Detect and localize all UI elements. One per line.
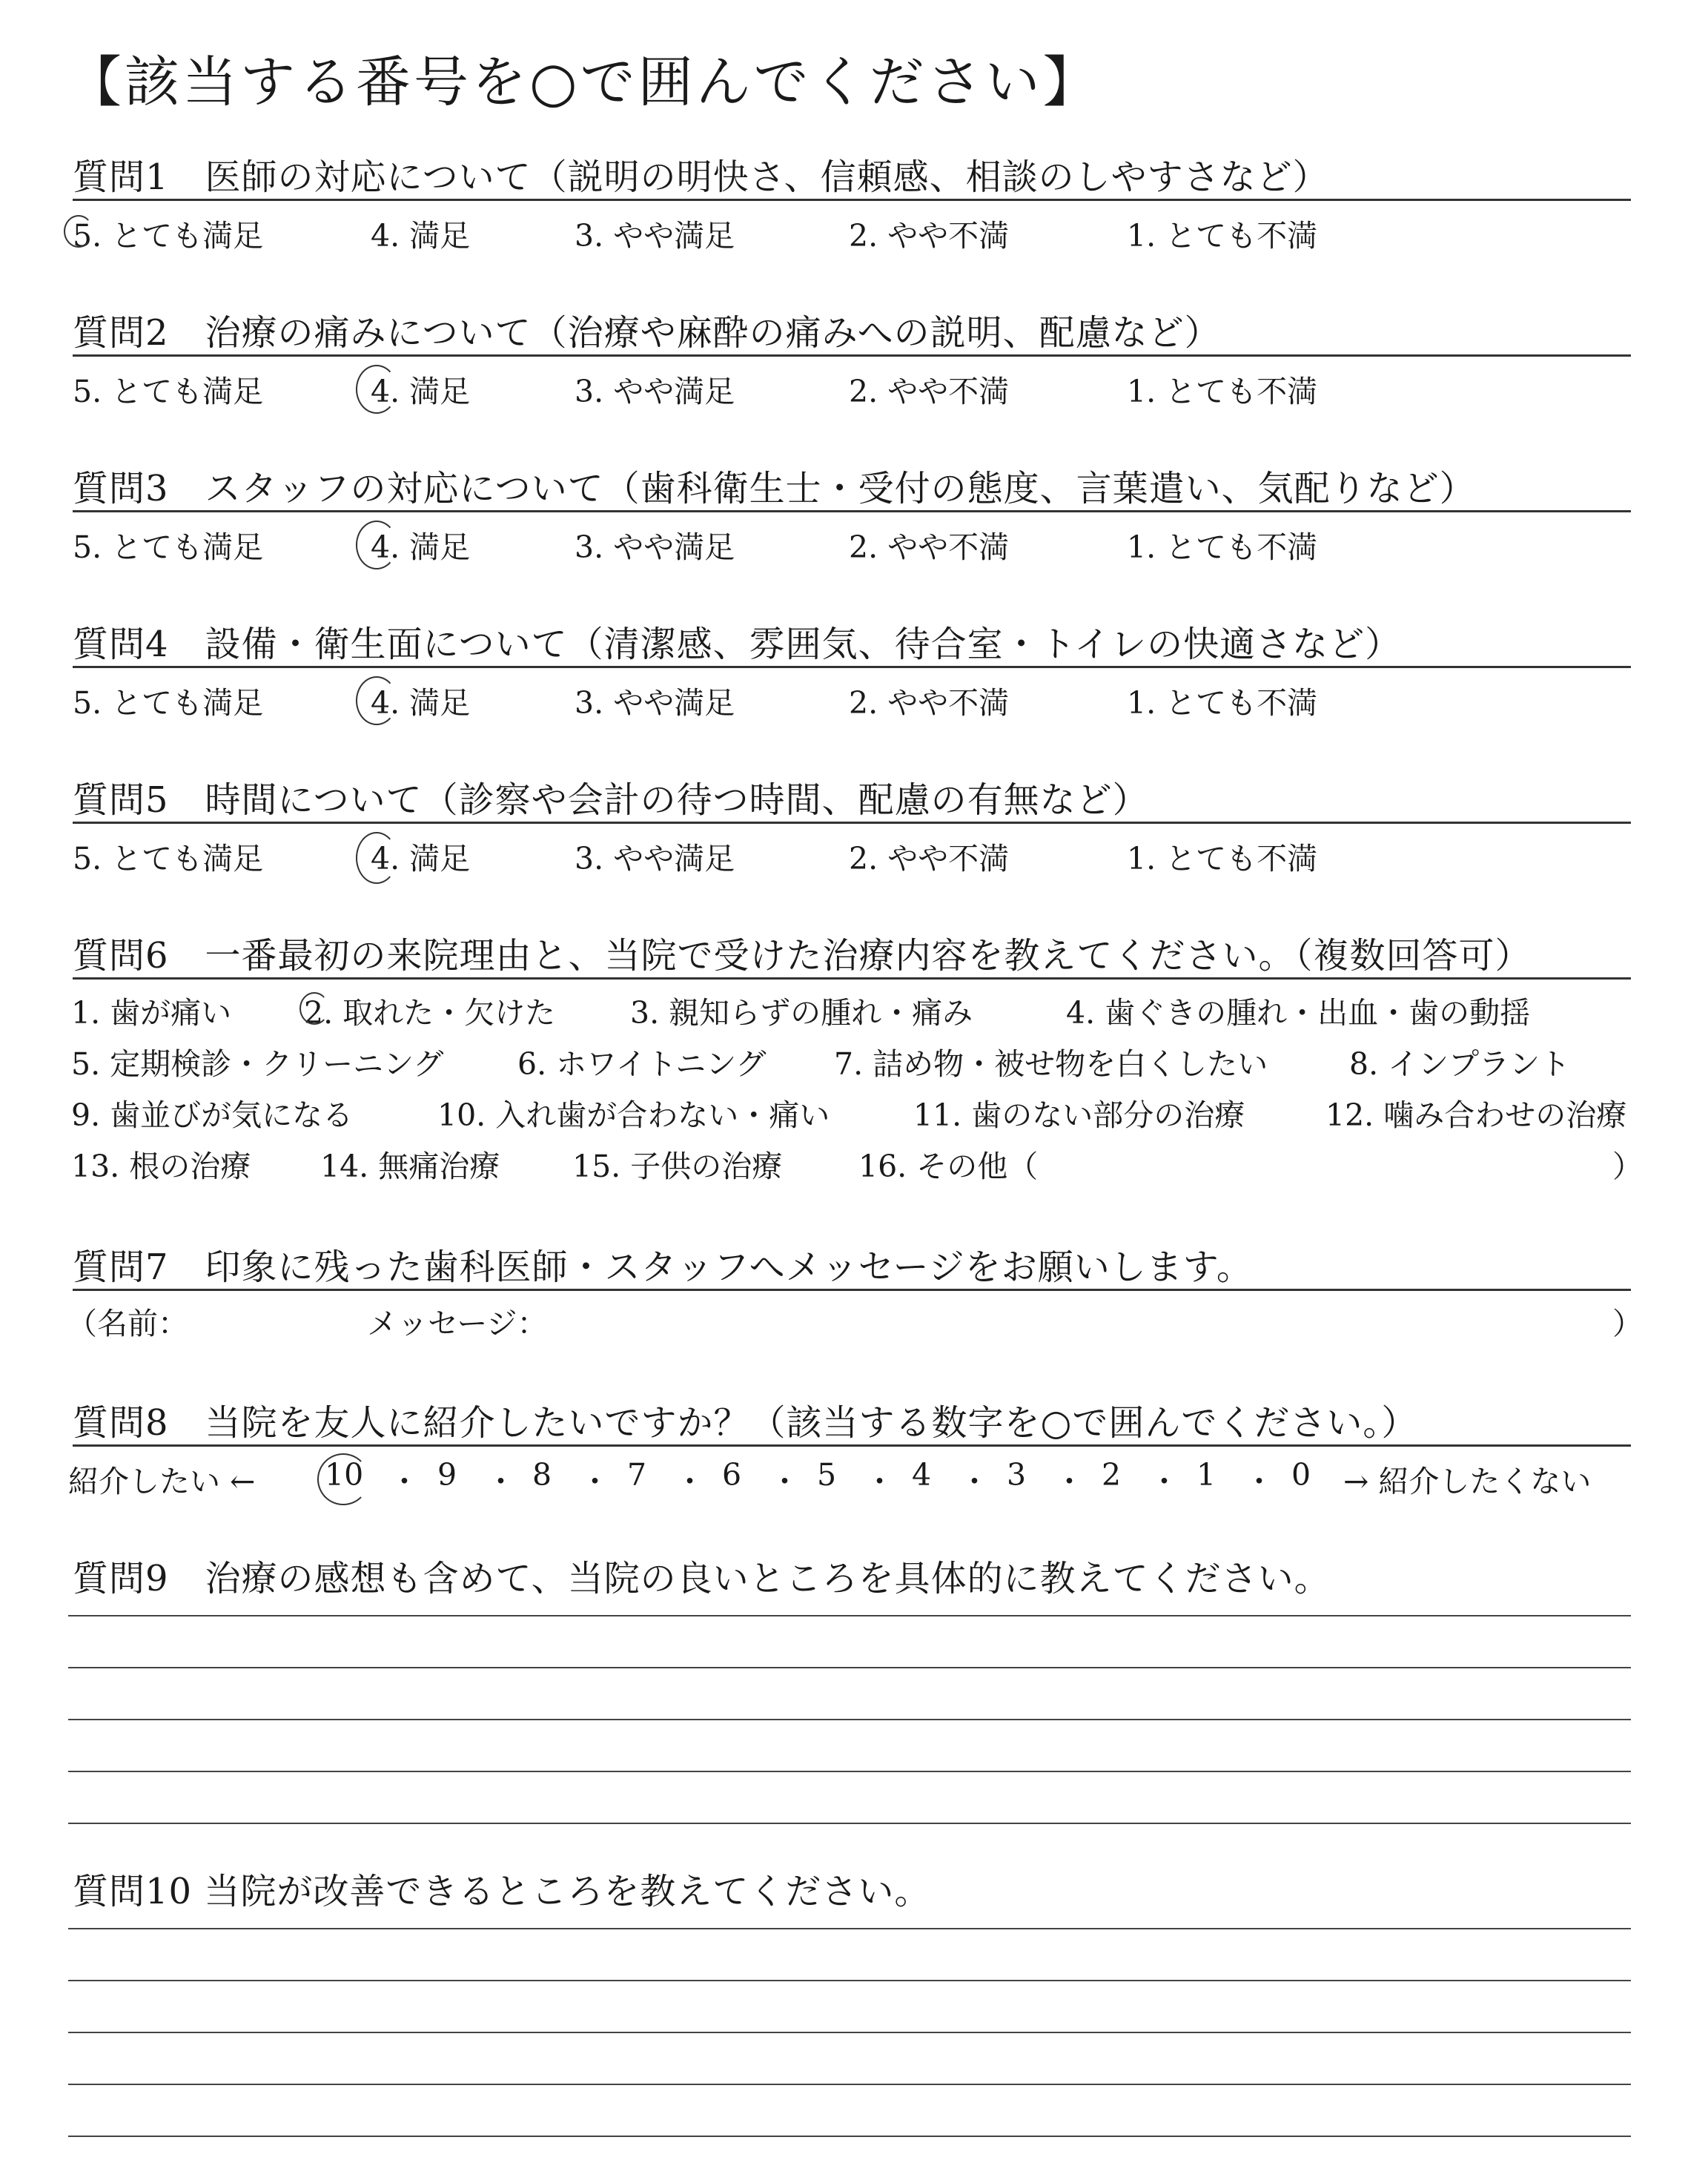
question-6-rule (73, 977, 1631, 980)
q6-option-11[interactable]: 11. 歯のない部分の治療 (913, 1097, 1245, 1133)
question-4-title: 質問4 設備・衛生面について（清潔感、雰囲気、待合室・トイレの快適さなど） (73, 624, 1402, 665)
q3-option-4[interactable]: 4. 満足 (371, 529, 471, 565)
question-5-rule (73, 822, 1631, 824)
q8-separator: ・ (389, 1464, 420, 1499)
question-4-rule (73, 666, 1631, 668)
q3-selection-circle (356, 521, 397, 569)
q8-separator: ・ (580, 1464, 610, 1499)
question-2-rule (73, 354, 1631, 357)
form-heading: 【該当する番号を○で囲んでください】 (67, 50, 1101, 114)
question-10-title: 質問10 当院が改善できるところを教えてください。 (73, 1871, 931, 1912)
q5-option-3[interactable]: 3. やや満足 (575, 841, 735, 876)
q5-option-5[interactable]: 5. とても満足 (73, 841, 264, 876)
q3-option-2[interactable]: 2. やや不満 (849, 529, 1010, 565)
q9-answer-line[interactable] (68, 1719, 1631, 1720)
q6-option-1[interactable]: 1. 歯が痛い (71, 995, 232, 1031)
q10-answer-line[interactable] (68, 2136, 1631, 2137)
question-8-rule (73, 1444, 1631, 1447)
q1-option-5[interactable]: 5. とても満足 (73, 218, 264, 254)
q6-option-4[interactable]: 4. 歯ぐきの腫れ・出血・歯の動揺 (1066, 995, 1531, 1031)
question-1-title: 質問1 医師の対応について（説明の明快さ、信頼感、相談のしやすさなど） (73, 156, 1329, 198)
q6-option-13[interactable]: 13. 根の治療 (71, 1149, 251, 1184)
q9-answer-line[interactable] (68, 1771, 1631, 1772)
q1-selection-circle (64, 215, 93, 248)
q3-option-1[interactable]: 1. とても不満 (1127, 529, 1318, 565)
question-3-title: 質問3 スタッフの対応について（歯科衛生士・受付の態度、言葉遣い、気配りなど） (73, 468, 1476, 509)
q10-answer-line[interactable] (68, 2032, 1631, 2033)
q6-option-9[interactable]: 9. 歯並びが気になる (71, 1097, 354, 1133)
q5-option-2[interactable]: 2. やや不満 (849, 841, 1010, 876)
q8-separator: ・ (1244, 1464, 1274, 1499)
q2-option-3[interactable]: 3. やや満足 (575, 374, 735, 409)
q6-option-3[interactable]: 3. 親知らずの腫れ・痛み (630, 995, 973, 1031)
q5-option-4[interactable]: 4. 満足 (371, 841, 471, 876)
q7-name-label: （名前： (67, 1306, 188, 1341)
question-8-title: 質問8 当院を友人に紹介したいですか？（該当する数字を○で囲んでください。） (73, 1402, 1418, 1444)
q1-option-3[interactable]: 3. やや満足 (575, 218, 735, 254)
q9-answer-line[interactable] (68, 1667, 1631, 1668)
q1-option-2[interactable]: 2. やや不満 (849, 218, 1010, 254)
q8-scale-9[interactable]: 9 (437, 1457, 457, 1493)
q8-scale-2[interactable]: 2 (1102, 1457, 1122, 1493)
q9-answer-line[interactable] (68, 1823, 1631, 1824)
q6-option-16-other[interactable]: 16. その他（ (858, 1149, 1039, 1184)
q6-option-7[interactable]: 7. 詰め物・被せ物を白くしたい (834, 1046, 1268, 1082)
question-2-title: 質問2 治療の痛みについて（治療や麻酔の痛みへの説明、配慮など） (73, 312, 1221, 354)
q2-option-1[interactable]: 1. とても不満 (1127, 374, 1318, 409)
q8-scale-3[interactable]: 3 (1007, 1457, 1027, 1493)
q3-option-3[interactable]: 3. やや満足 (575, 529, 735, 565)
q8-separator: ・ (486, 1464, 516, 1499)
q6-option-6[interactable]: 6. ホワイトニング (517, 1046, 767, 1082)
q6-selection-circle (299, 992, 329, 1025)
q7-close-paren: ） (1612, 1306, 1643, 1341)
q4-option-1[interactable]: 1. とても不満 (1127, 685, 1318, 721)
q2-option-2[interactable]: 2. やや不満 (849, 374, 1010, 409)
q1-option-1[interactable]: 1. とても不満 (1127, 218, 1318, 254)
q8-scale-1[interactable]: 1 (1196, 1457, 1217, 1493)
q8-scale-8[interactable]: 8 (532, 1457, 552, 1493)
q8-right-label: → 紹介したくない (1343, 1464, 1592, 1499)
q4-option-5[interactable]: 5. とても満足 (73, 685, 264, 721)
q8-scale-4[interactable]: 4 (912, 1457, 932, 1493)
q6-option-15[interactable]: 15. 子供の治療 (572, 1149, 783, 1184)
question-9-title: 質問9 治療の感想も含めて、当院の良いところを具体的に教えてください。 (73, 1558, 1331, 1599)
q6-option-14[interactable]: 14. 無痛治療 (320, 1149, 500, 1184)
q8-separator: ・ (959, 1464, 990, 1499)
q6-option-2[interactable]: 2. 取れた・欠けた (304, 995, 556, 1031)
q8-separator: ・ (1149, 1464, 1179, 1499)
q8-left-label: 紹介したい ← (68, 1464, 256, 1499)
q4-selection-circle (356, 676, 397, 725)
question-6-title: 質問6 一番最初の来院理由と、当院で受けた治療内容を教えてください。（複数回答可） (73, 935, 1532, 977)
q6-option-5[interactable]: 5. 定期検診・クリーニング (71, 1046, 444, 1082)
q4-option-2[interactable]: 2. やや不満 (849, 685, 1010, 721)
q6-option-12[interactable]: 12. 噛み合わせの治療 (1325, 1097, 1627, 1133)
q8-selection-circle (317, 1453, 369, 1505)
q8-scale-6[interactable]: 6 (722, 1457, 742, 1493)
question-1-rule (73, 199, 1631, 201)
q6-option-8[interactable]: 8. インプラント (1349, 1046, 1571, 1082)
q5-selection-circle (356, 832, 397, 884)
q8-separator: ・ (769, 1464, 800, 1499)
q5-option-1[interactable]: 1. とても不満 (1127, 841, 1318, 876)
q8-separator: ・ (1054, 1464, 1085, 1499)
question-3-rule (73, 510, 1631, 512)
q2-selection-circle (356, 365, 397, 414)
q8-scale-10[interactable]: 10 (325, 1457, 364, 1493)
q8-separator: ・ (864, 1464, 895, 1499)
q9-answer-line[interactable] (68, 1615, 1631, 1616)
q10-answer-line[interactable] (68, 1980, 1631, 1981)
q1-option-4[interactable]: 4. 満足 (371, 218, 471, 254)
q10-answer-line[interactable] (68, 1928, 1631, 1929)
q3-option-5[interactable]: 5. とても満足 (73, 529, 264, 565)
q4-option-3[interactable]: 3. やや満足 (575, 685, 735, 721)
q7-message-label: メッセージ： (367, 1306, 548, 1341)
q8-scale-5[interactable]: 5 (817, 1457, 837, 1493)
q2-option-5[interactable]: 5. とても満足 (73, 374, 264, 409)
q2-option-4[interactable]: 4. 満足 (371, 374, 471, 409)
q6-other-close-paren: ） (1612, 1149, 1643, 1184)
question-5-title: 質問5 時間について（診察や会計の待つ時間、配慮の有無など） (73, 779, 1149, 821)
question-7-rule (73, 1289, 1631, 1291)
q6-option-10[interactable]: 10. 入れ歯が合わない・痛い (437, 1097, 830, 1133)
question-7-title: 質問7 印象に残った歯科医師・スタッフへメッセージをお願いします。 (73, 1246, 1253, 1288)
q8-scale-7[interactable]: 7 (627, 1457, 647, 1493)
q4-option-4[interactable]: 4. 満足 (371, 685, 471, 721)
q8-separator: ・ (675, 1464, 705, 1499)
q8-scale-0[interactable]: 0 (1291, 1457, 1311, 1493)
q10-answer-line[interactable] (68, 2084, 1631, 2085)
